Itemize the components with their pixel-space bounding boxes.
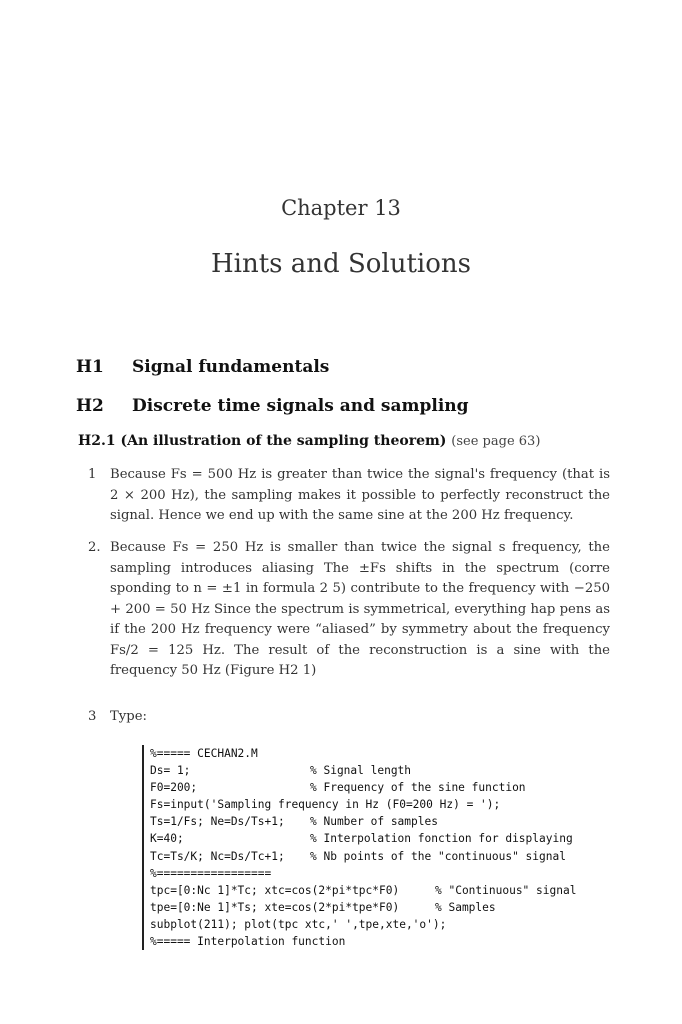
code-line — [150, 813, 620, 830]
item-number: 3 — [88, 709, 97, 724]
code-text: F0=200; — [150, 781, 198, 795]
subsection-heading — [78, 433, 540, 449]
code-comment: % "Continuous" signal — [435, 883, 577, 897]
list-item — [88, 465, 610, 527]
code-line — [150, 865, 620, 882]
item-text: Type: — [110, 709, 147, 724]
item-text: Because Fs = 250 Hz is smaller than twice the signal s frequency, the sampling introduces aliasing The ±Fs shifts in the spectrum (corre sponding to n = ±1 in formula 2 5) contribute to the frequency with −250 + 200 = 50 Hz Since the spectrum is symmetrical, everything hap pens as if the 200 Hz frequency were “aliased” by symmetry about the frequency Fs/2 = 125 Hz. The result of the reconstruction is a sine with the frequency 50 Hz (Figure H2 1) — [110, 540, 610, 678]
list-item — [88, 538, 610, 682]
section-number: H2 — [76, 396, 104, 416]
code-text: Tc=Ts/K; Nc=Ds/Tc+1; — [150, 849, 285, 863]
code-text: tpc=[0:Nc 1]*Tc; xtc=cos(2*pi*tpc*F0) — [150, 883, 400, 897]
code-line — [150, 899, 620, 916]
code-listing — [142, 745, 620, 950]
code-text: %===== CECHAN2.M — [150, 747, 258, 760]
code-comment: % Interpolation fonction for displaying — [310, 832, 573, 846]
section-title: Signal fundamentals — [132, 357, 330, 377]
code-comment: % Samples — [435, 900, 496, 914]
code-comment: % Signal length — [310, 764, 412, 778]
chapter-label: Chapter 13 — [281, 196, 401, 220]
chapter-title: Hints and Solutions — [211, 249, 471, 279]
page-reference: (see page 63) — [451, 434, 541, 449]
code-text: Ts=1/Fs; Ne=Ds/Ts+1; — [150, 815, 285, 829]
code-text: tpe=[0:Ne 1]*Ts; xte=cos(2*pi*tpe*F0) — [150, 900, 400, 914]
subsection-title: H2.1 (An illustration of the sampling theorem) — [78, 433, 447, 449]
section-title: Discrete time signals and sampling — [132, 396, 469, 416]
section-heading-h2 — [76, 396, 469, 416]
list-item — [88, 707, 610, 728]
code-comment: % Frequency of the sine function — [310, 781, 526, 795]
code-line — [150, 796, 620, 813]
section-heading-h1 — [76, 357, 329, 377]
code-text: Ds= 1; — [150, 764, 191, 778]
code-text: %===== Interpolation function — [150, 935, 346, 949]
item-number: 1 — [88, 467, 97, 482]
code-line — [150, 830, 620, 847]
code-text: K=40; — [150, 832, 184, 846]
code-text: Fs=input('Sampling frequency in Hz (F0=200 Hz) = '); — [150, 798, 501, 812]
code-line — [150, 848, 620, 865]
code-text: subplot(211); plot(tpc xtc,' ',tpe,xte,'o'); — [150, 917, 447, 931]
code-line — [150, 933, 620, 950]
item-number: 2. — [88, 540, 101, 555]
code-line — [150, 745, 620, 762]
code-line — [150, 916, 620, 933]
item-text: Because Fs = 500 Hz is greater than twice the signal's frequency (that is 2 × 200 Hz), the sampling makes it possible to perfectly reconstruct the signal. Hence we end up with the same sine at the 200 Hz frequency. — [110, 467, 610, 523]
section-number: H1 — [76, 357, 104, 377]
code-line — [150, 882, 620, 899]
code-text: %================= — [150, 866, 272, 880]
code-line — [150, 779, 620, 796]
code-comment: % Number of samples — [310, 815, 438, 829]
code-comment: % Nb points of the "continuous" signal — [310, 849, 566, 863]
code-line — [150, 762, 620, 779]
